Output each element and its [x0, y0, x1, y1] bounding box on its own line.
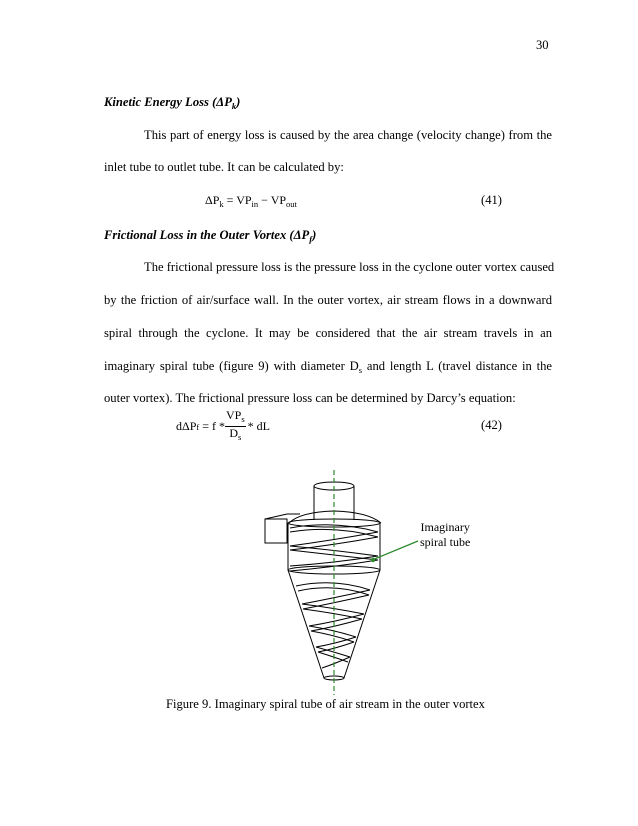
heading-text: Kinetic Energy Loss (ΔP: [104, 95, 232, 109]
eq-term: = f *: [199, 419, 225, 433]
paragraph-line: spiral through the cyclone. It may be considered that the air stream travels in an: [104, 326, 552, 340]
heading-text: Frictional Loss in the Outer Vortex (ΔP: [104, 228, 310, 242]
line-text: and length L (travel distance in the: [362, 359, 552, 373]
paragraph-line: This part of energy loss is caused by the area change (velocity change) from the: [144, 128, 552, 142]
eq-term: = VP: [223, 193, 252, 207]
paragraph-line: inlet tube to outlet tube. It can be calculated by:: [104, 160, 344, 174]
eq-term: D: [229, 426, 238, 440]
eq-term: VP: [226, 408, 242, 422]
figure-caption: Figure 9. Imaginary spiral tube of air stream in the outer vortex: [166, 697, 485, 711]
eq-subscript: f: [196, 421, 200, 432]
eq-term: * dL: [247, 419, 270, 433]
eq-term: − VP: [258, 193, 287, 207]
eq-subscript: k: [219, 199, 224, 209]
eq-subscript: out: [286, 199, 297, 209]
page-number: 30: [536, 38, 549, 52]
eq-subscript: s: [238, 432, 242, 442]
paragraph-line: outer vortex). The frictional pressure loss can be determined by Darcy’s equation:: [104, 391, 516, 405]
heading-subscript: f: [309, 234, 313, 244]
line-subscript: s: [358, 365, 363, 375]
heading-close: ): [236, 95, 241, 109]
eq-subscript: s: [241, 414, 245, 424]
eq-term: dΔP: [176, 419, 197, 433]
equation-number: (41): [481, 193, 502, 207]
heading-close: ): [312, 228, 317, 242]
eq-subscript: in: [251, 199, 259, 209]
line-text: imaginary spiral tube (figure 9) with diameter D: [104, 359, 359, 373]
paragraph-line: by the friction of air/surface wall. In the outer vortex, air stream flows in a downward: [104, 293, 552, 307]
label-line: spiral tube: [420, 535, 471, 549]
equation-number: (42): [481, 418, 502, 432]
paragraph-line: The frictional pressure loss is the pressure loss in the cyclone outer vortex caused: [144, 260, 555, 274]
figure-label: [420, 520, 470, 550]
label-line: Imaginary: [420, 520, 470, 534]
eq-term: ΔP: [205, 193, 220, 207]
heading-subscript: k: [231, 101, 237, 111]
